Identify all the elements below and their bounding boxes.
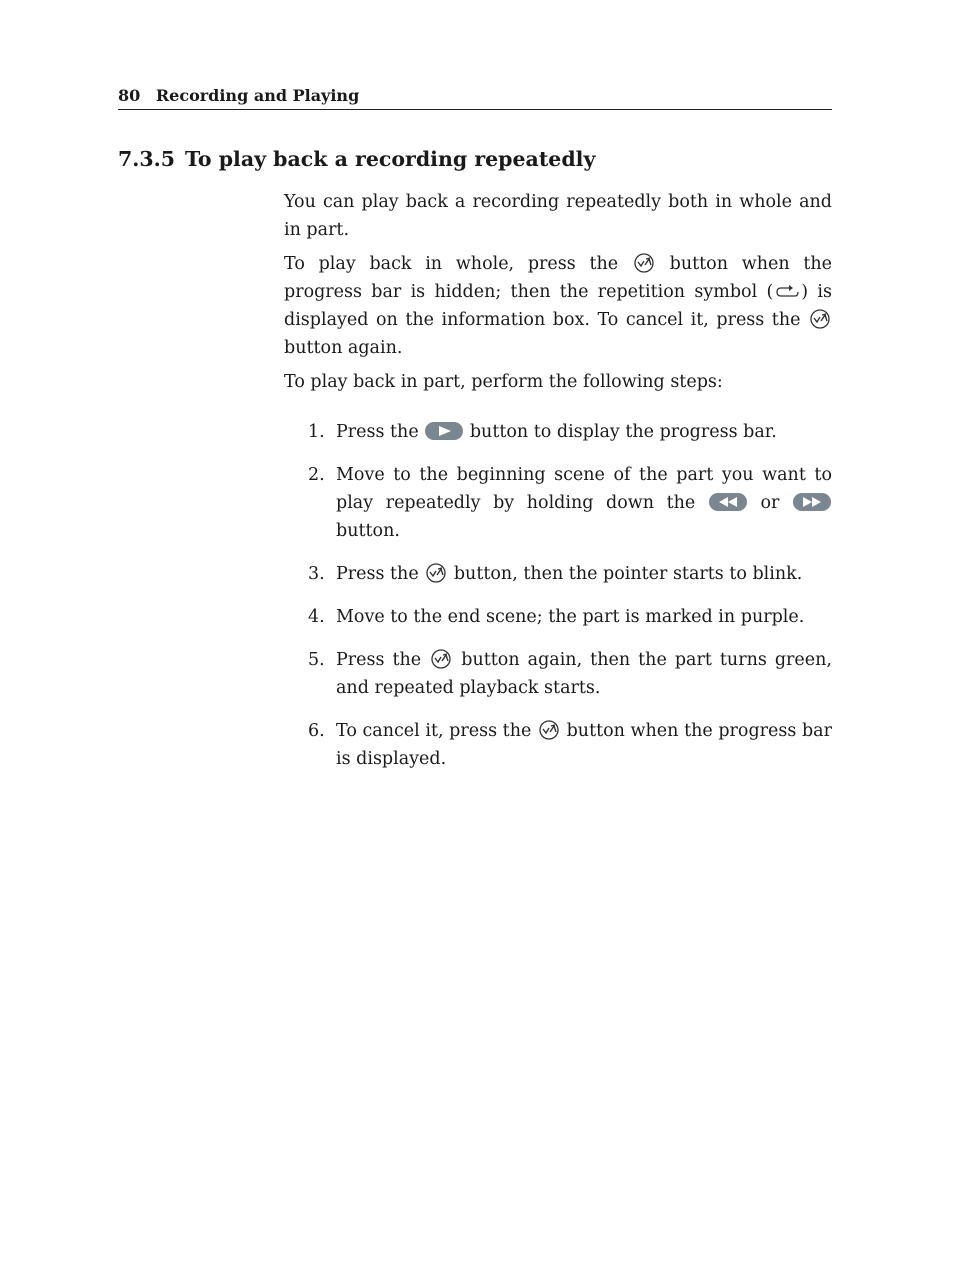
text-span: button to display the progress bar. bbox=[469, 422, 777, 442]
step-number: 5. bbox=[308, 650, 325, 670]
section-heading bbox=[118, 145, 832, 173]
list-item bbox=[284, 560, 832, 588]
step-number: 6. bbox=[308, 721, 325, 741]
step-number: 1. bbox=[308, 422, 325, 442]
text-span: button when the progress bar is displayed. bbox=[336, 721, 832, 769]
steps-list bbox=[284, 418, 832, 773]
repetition-symbol-icon bbox=[773, 283, 801, 301]
text-span: button again, then the part turns green, and repeated playback starts. bbox=[336, 650, 832, 698]
text-span: Press the bbox=[336, 650, 422, 670]
play-button-icon bbox=[424, 421, 464, 441]
text-span: button when the progress bar is hidden; then the repetition symbol ( bbox=[284, 254, 832, 302]
repeat-button-icon bbox=[632, 253, 656, 273]
list-item bbox=[284, 646, 832, 702]
text-span: or bbox=[760, 493, 780, 513]
repeat-button-icon bbox=[429, 649, 453, 669]
chapter-title: Recording and Playing bbox=[155, 86, 360, 105]
page-number: 80 bbox=[118, 86, 141, 105]
text-span: Press the bbox=[336, 564, 419, 584]
intro-paragraph: You can play back a recording repeatedly both in whole and in part. bbox=[284, 192, 832, 240]
list-item bbox=[284, 603, 832, 631]
repeat-button-icon bbox=[537, 720, 561, 740]
running-head bbox=[118, 86, 832, 110]
repeat-button-icon bbox=[808, 309, 832, 329]
list-item bbox=[284, 717, 832, 773]
list-item bbox=[284, 461, 832, 545]
text-span: ) is displayed on the information box. To cancel it, press the bbox=[284, 282, 832, 330]
rewind-button-icon bbox=[708, 492, 748, 512]
section-title: To play back a recording repeatedly bbox=[185, 147, 596, 171]
text-span: Move to the end scene; the part is marked in purple. bbox=[336, 607, 805, 627]
part-playback-intro: To play back in part, perform the following steps: bbox=[284, 372, 723, 392]
section-body bbox=[284, 188, 832, 788]
list-item bbox=[284, 418, 832, 446]
text-span: button again. bbox=[284, 338, 403, 358]
text-span: To cancel it, press the bbox=[336, 721, 532, 741]
text-span: button, then the pointer starts to blink. bbox=[453, 564, 803, 584]
text-span: To play back in whole, press the bbox=[284, 254, 619, 274]
text-span: Move to the beginning scene of the part you want to play repeatedly by holding down the bbox=[336, 465, 832, 513]
section-number: 7.3.5 bbox=[118, 147, 176, 171]
step-number: 2. bbox=[308, 465, 325, 485]
whole-playback-paragraph bbox=[284, 250, 832, 362]
text-span: button. bbox=[336, 521, 400, 541]
step-number: 4. bbox=[308, 607, 325, 627]
repeat-button-icon bbox=[424, 563, 448, 583]
text-span: Press the bbox=[336, 422, 419, 442]
fast-forward-button-icon bbox=[792, 492, 832, 512]
step-number: 3. bbox=[308, 564, 325, 584]
